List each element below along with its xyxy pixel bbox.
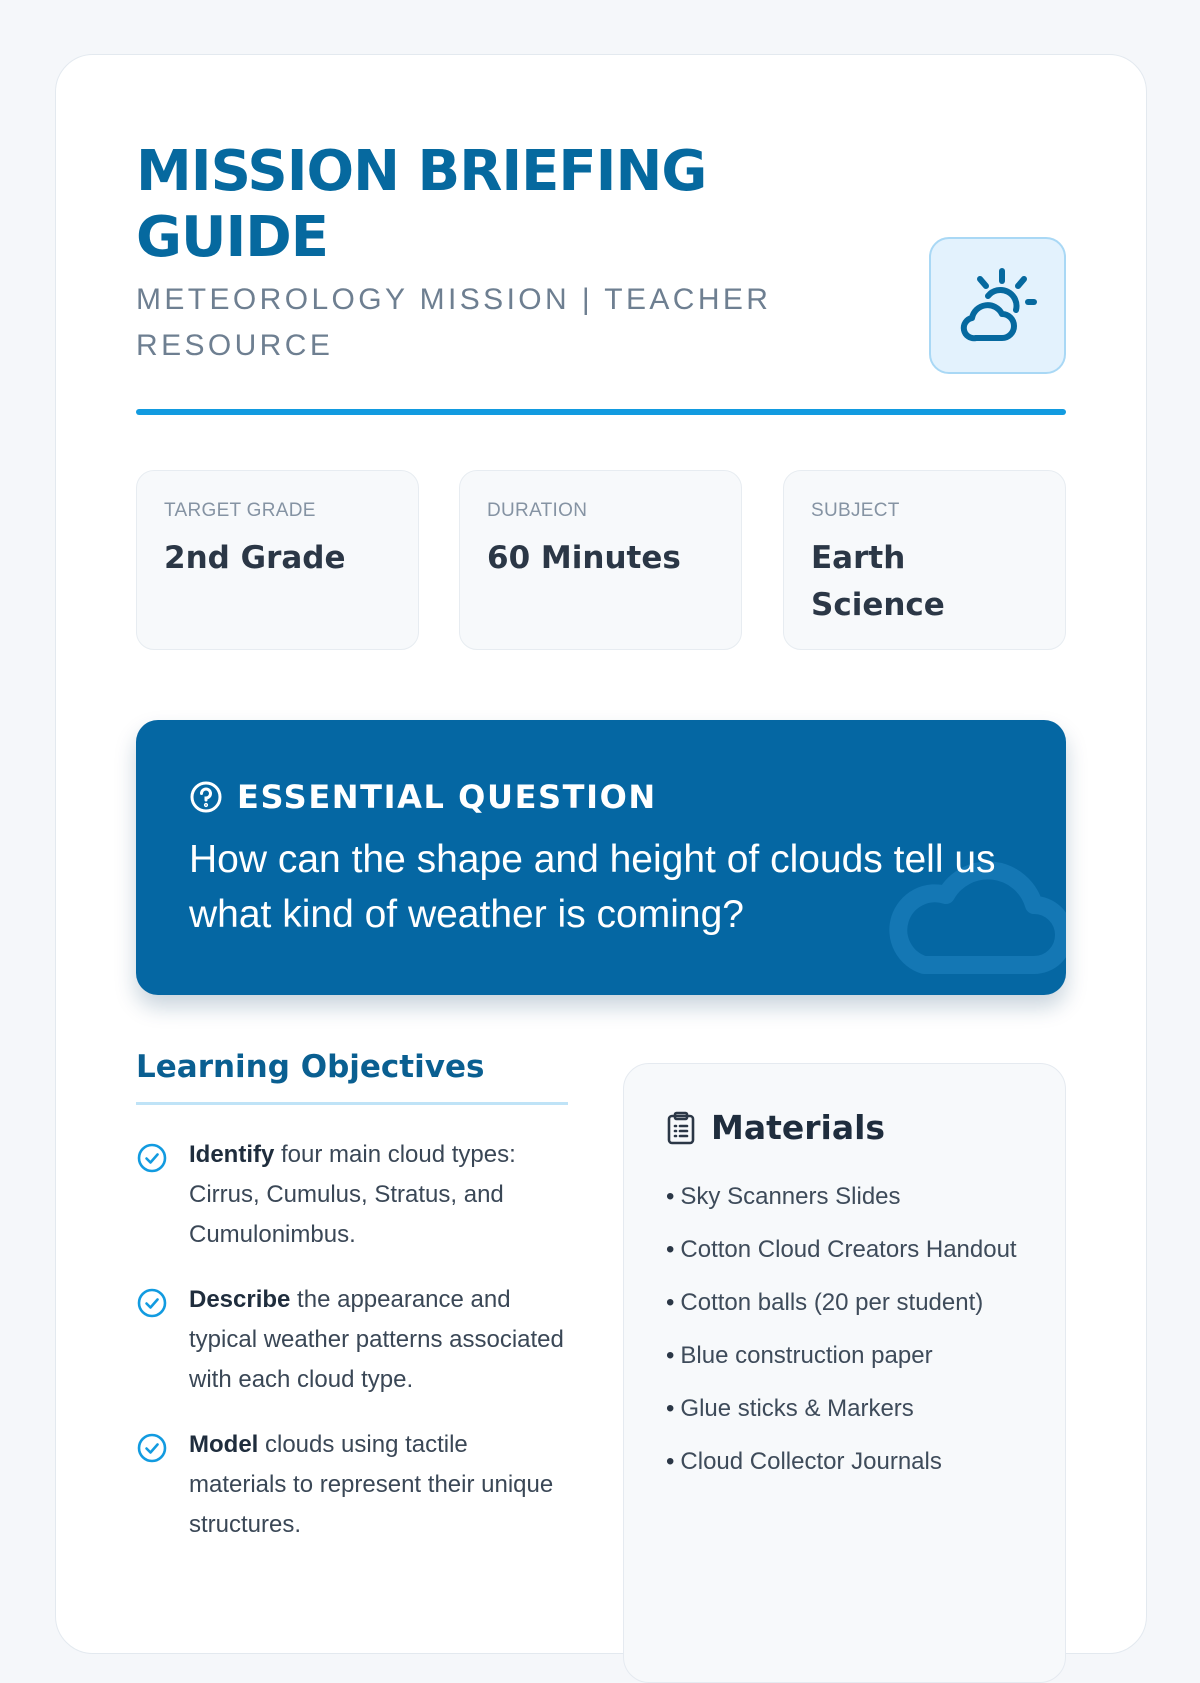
cloud-sun-icon — [958, 266, 1038, 346]
briefing-card — [55, 54, 1147, 1654]
stat-card-grade — [136, 470, 419, 650]
stat-label: TARGET GRADE — [164, 500, 316, 521]
objective-verb: Describe — [189, 1286, 291, 1313]
header — [136, 139, 1066, 414]
check-circle-icon — [136, 1142, 168, 1174]
bullet: • — [666, 1289, 675, 1316]
material-text: Sky Scanners Slides — [680, 1183, 901, 1210]
material-text: Cloud Collector Journals — [680, 1448, 942, 1475]
question-circle-icon — [189, 780, 223, 814]
stat-value: 2nd Grade — [164, 540, 346, 576]
material-text: Blue construction paper — [680, 1342, 933, 1369]
check-circle-icon — [136, 1432, 168, 1464]
bullet: • — [666, 1395, 675, 1422]
stat-card-duration — [459, 470, 742, 650]
material-text: Glue sticks & Markers — [680, 1395, 914, 1422]
material-item — [666, 1442, 1023, 1482]
bullet: • — [666, 1342, 675, 1369]
page-subtitle: METEOROLOGY MISSION | TEACHER RESOURCE — [136, 283, 772, 362]
check-circle-icon — [136, 1287, 168, 1319]
stats-row — [136, 470, 1066, 650]
essential-question-text: How can the shape and height of clouds tell us what kind of weather is coming? — [189, 838, 996, 936]
material-item — [666, 1230, 1023, 1270]
header-divider — [136, 409, 1066, 415]
material-text: Cotton Cloud Creators Handout — [680, 1236, 1017, 1263]
stat-value: Earth Science — [811, 540, 945, 623]
bullet: • — [666, 1236, 675, 1263]
objective-item — [136, 1280, 568, 1400]
material-item — [666, 1283, 1023, 1323]
bullet: • — [666, 1183, 675, 1210]
objective-item — [136, 1135, 568, 1255]
objective-text: clouds using tactile materials to represent their unique structures. — [189, 1431, 554, 1538]
materials-list — [666, 1177, 1023, 1482]
objectives-list — [136, 1135, 568, 1545]
objective-item — [136, 1425, 568, 1545]
stat-value: 60 Minutes — [487, 540, 681, 576]
stat-card-subject — [783, 470, 1066, 650]
objective-text: the appearance and typical weather patterns associated with each cloud type. — [189, 1286, 564, 1393]
material-item — [666, 1336, 1023, 1376]
stat-label: SUBJECT — [811, 500, 900, 521]
objective-verb: Identify — [189, 1141, 275, 1168]
essential-question-title: ESSENTIAL QUESTION — [237, 778, 657, 816]
material-item — [666, 1177, 1023, 1217]
objective-verb: Model — [189, 1431, 259, 1458]
learning-objectives — [136, 1047, 568, 1570]
objectives-title: Learning Objectives — [136, 1047, 568, 1105]
essential-question-header — [189, 778, 657, 816]
material-text: Cotton balls (20 per student) — [680, 1289, 984, 1316]
materials-header — [666, 1108, 1023, 1147]
objective-text: four main cloud types: Cirrus, Cumulus, Stratus, and Cumulonimbus. — [189, 1141, 516, 1248]
material-item — [666, 1389, 1023, 1429]
cloud-sun-badge — [929, 237, 1066, 374]
materials-panel — [623, 1063, 1066, 1683]
page-title: MISSION BRIEFING GUIDE — [136, 139, 707, 270]
stat-label: DURATION — [487, 500, 588, 521]
materials-title: Materials — [711, 1108, 886, 1147]
clipboard-icon — [666, 1111, 696, 1145]
bullet: • — [666, 1448, 675, 1475]
essential-question-panel — [136, 720, 1066, 995]
